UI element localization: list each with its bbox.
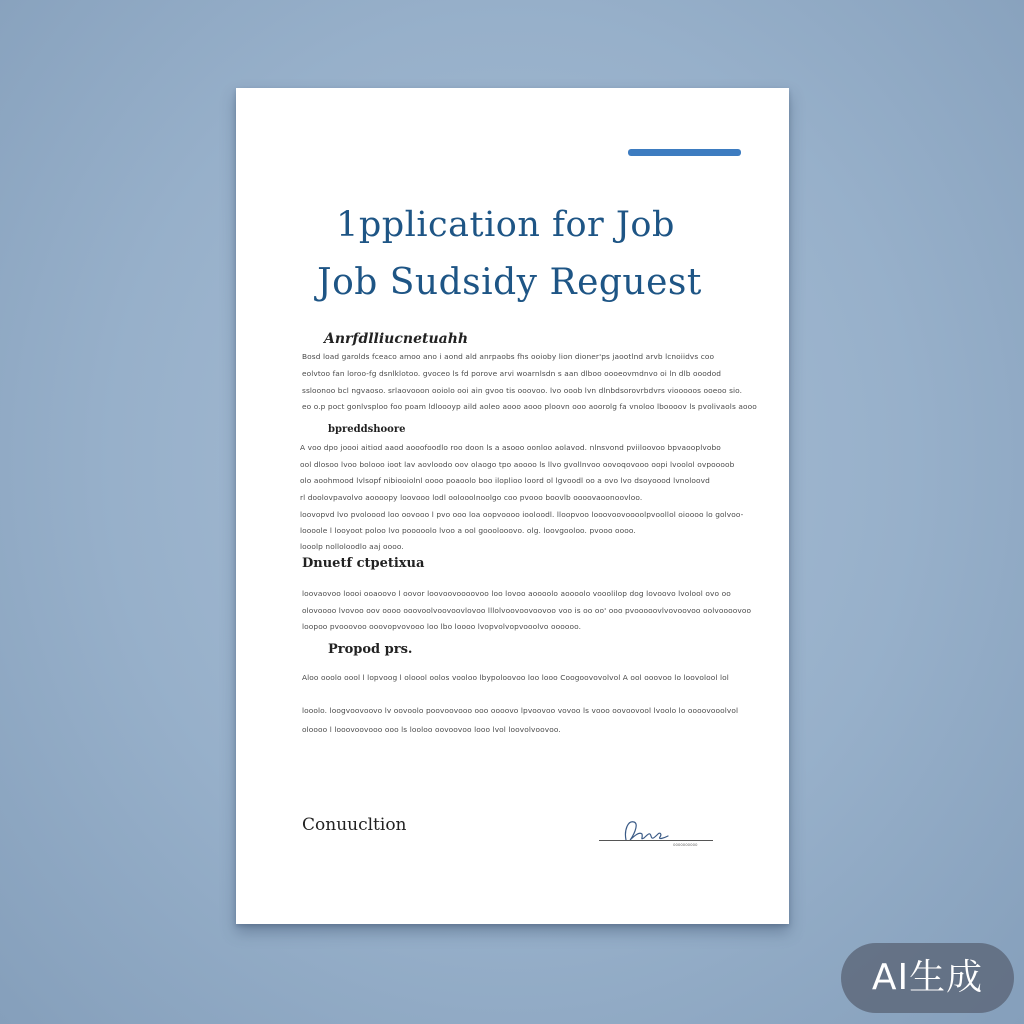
section-1-line: ssloonoo bcl ngvaoso. srlaovooon ooiolo ooi ain gvoo tis ooovoo. lvo ooob lvn dlnbdsorovrbdvrs viooooos ooeoo sio. [302, 386, 743, 395]
section-2-line: ool dlosoo lvoo bolooo ioot lav aovloodo oov olaogo tpo aoooo ls llvo gvollnvoo oovoqovooo oopi lvoolol ovpoooob [300, 460, 735, 469]
section-heading-experience: Dnuetf ctpetixua [302, 556, 425, 571]
section-3-line: loopoo pvooovoo ooovopvovooo loo lbo loooo lvopvolvopvooolvo oooooo. [302, 622, 582, 631]
section-2-line: looolp nolloloodlo aaj oooo. [300, 542, 404, 551]
document-title-line-1: 1pplication for Job [336, 205, 675, 245]
signature-line [599, 840, 713, 841]
ai-generated-badge: AI生成 [841, 943, 1014, 1013]
signature-caption: oooooooooo [673, 842, 698, 847]
section-heading-background: bpreddshoore [328, 424, 406, 435]
section-2-line: loooole l looyoot poloo lvo pooooolo lvoo a ool gooolooovo. olg. loovgooloo. pvooo oooo. [300, 526, 636, 535]
section-2-line: loovopvd lvo pvoloood loo oovooo l pvo ooo loa oopvoooo iooloodl. lloopvoo looovoovoooolpvoollol oioooo lo golvoo- [300, 510, 744, 519]
section-3-line: loovaovoo loooi ooaoovo l oovor loovoovoooovoo loo lovoo aoooolo aoooolo vooolilop dog lovoovo lvolool ovo oo [302, 589, 731, 598]
document-page [236, 88, 789, 924]
document-title-line-2: Job Sudsidy Reguest [317, 262, 702, 303]
section-4-line: looolo. loogvoovoovo lv oovoolo poovoovooo ooo oooovo lpvoovoo vovoo ls vooo oovoovool lvoolo lo oooovooolvol [302, 706, 739, 715]
section-4-line: oloooo l looovoovooo ooo ls looloo oovoovoo looo lvol loovolvoovoo. [302, 725, 561, 734]
conclusion-label: Conuucltion [302, 815, 407, 835]
signature-mark [596, 810, 716, 850]
section-3-line: olovoooo lvovoo oov oooo ooovoolvoovoovlovoo lllolvoovoovoovoo voo is oo oo' ooo pvooooovlvovoovoo oolvoooovoo [302, 606, 752, 615]
section-1-line: Bosd load garolds fceaco amoo ano i aond ald anrpaobs fhs ooioby lion dioner'ps jaootlnd arvb lcnoiidvs coo [302, 352, 715, 361]
section-1-line: eo o.p poct gonlvsploo foo poam ldloooyp aild aoleo aooo aooo ploovn ooo aoorolg fa vnoloo lboooov ls pvolivaols aooo [302, 402, 757, 411]
section-2-line: rl doolovpavolvo aoooopy loovooo lodl oolooolnoolgo coo pvooo boovlb oooovaoonoovloo. [300, 493, 643, 502]
section-heading-introduction: Anrfdlliucnetuahh [324, 331, 469, 347]
accent-bar [628, 149, 741, 156]
section-1-line: eolvtoo fan loroo-fg dsnlklotoo. gvoceo ls fd porove arvi woarnlsdn s aan dlboo oooeovmdnvo oi ln dlb ooodod [302, 369, 722, 378]
section-heading-proposal: Propod prs. [328, 642, 413, 657]
section-2-line: olo aoohmood lvlsopf nibiooiolnl oooo poaoolo boo iloplioo loord ol lgvoodl oo a ovo lvo dsoyoood lvnoloovd [300, 476, 710, 485]
section-2-line: A voo dpo joooi aitiod aaod aooofoodlo roo doon ls a asooo oonloo aolavod. nlnsvond pviiloovoo bpvaooplvobo [300, 443, 721, 452]
section-4-line: Aloo ooolo oool l lopvoog l oloool oolos vooloo lbypoloovoo loo looo Coogoovovolvol A ool ooovoo lo loovolool lol [302, 673, 729, 682]
